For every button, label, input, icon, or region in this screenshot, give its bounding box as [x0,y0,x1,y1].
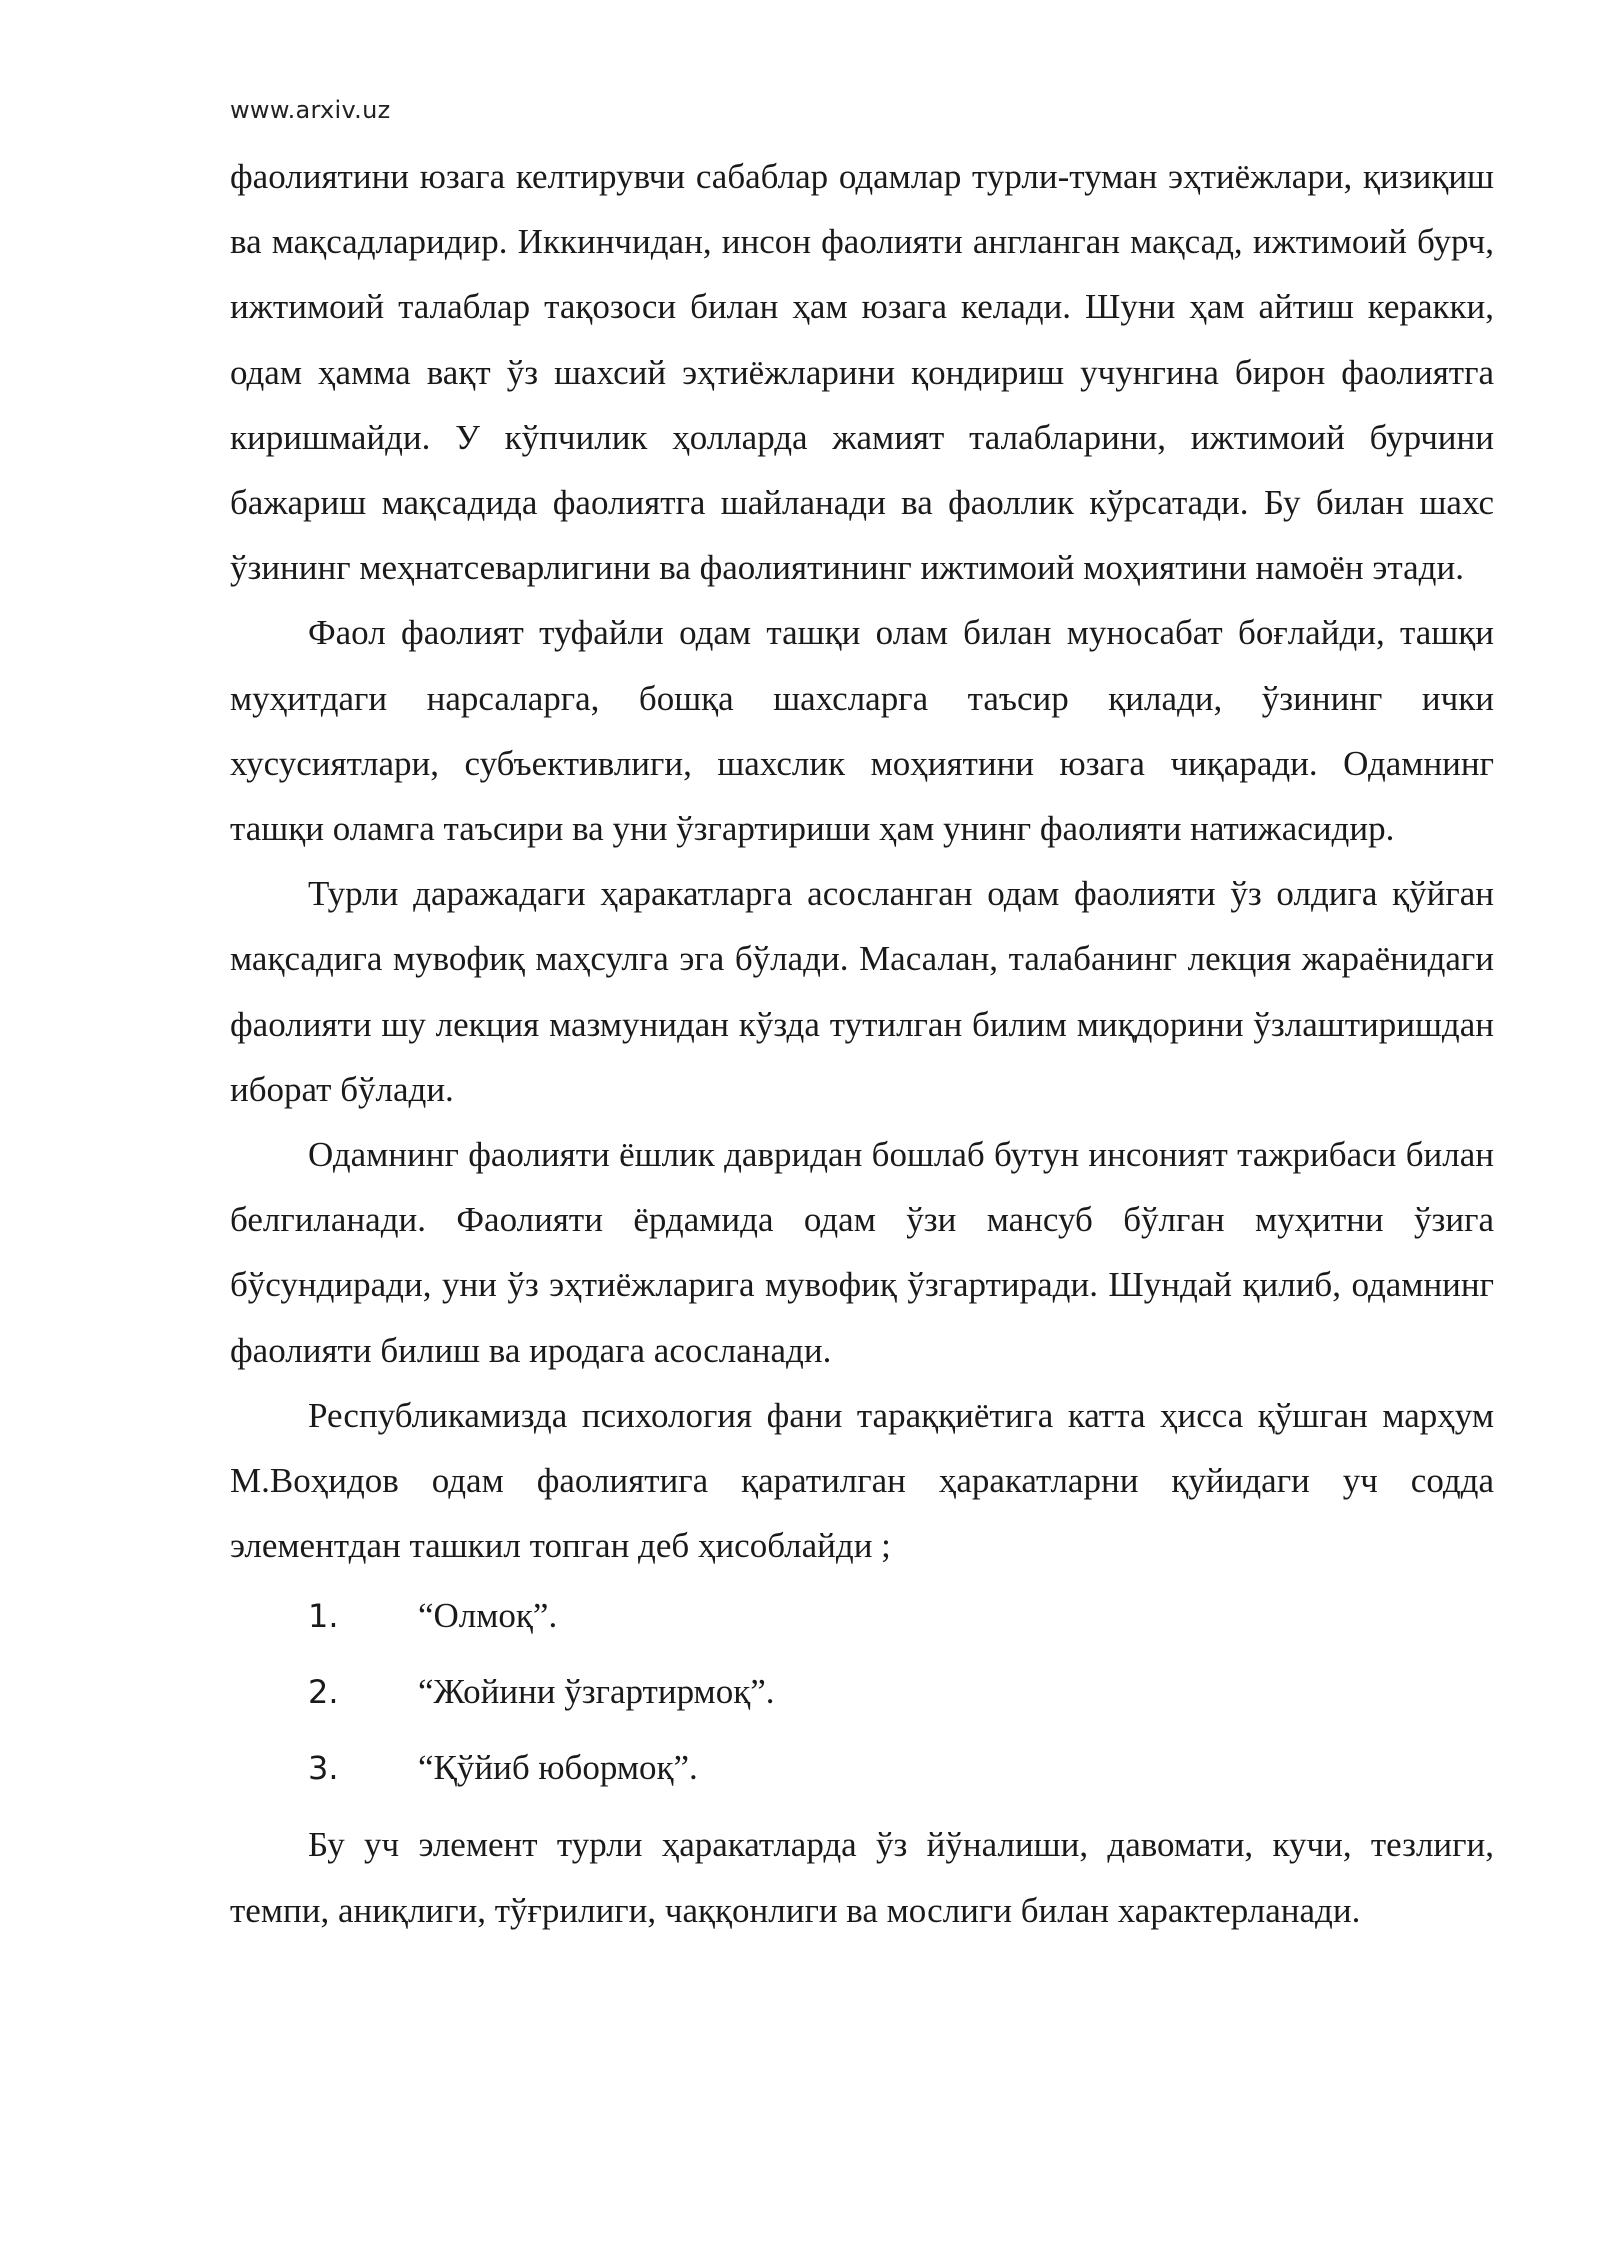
numbered-list [230,1578,1494,1806]
list-item-text: “Қўйиб юбормоқ”. [418,1748,698,1788]
paragraph: Фаол фаолият туфайли одам ташқи олам билан муносабат боғлайди, ташқи муҳитдаги нарсаларга, бошқа шахсларга таъсир қилади, ўзининг ички хусусиятлари, субъективлиги, шахслик моҳиятини юзага чиқаради. Одамнинг ташқи оламга таъсири ва уни ўзгартириши ҳам унинг фаолияти натижасидир. [230,613,1494,849]
list-item-number: 1. [308,1597,339,1636]
paragraph: Одамнинг фаолияти ёшлик давридан бошлаб бутун инсоният тажрибаси билан белгиланади. Фаолияти ёрдамида одам ўзи мансуб бўлган муҳитни ўзига бўсундиради, уни ўз эҳтиёжларига мувофиқ ўзгартиради. Шундай қилиб, одамнинг фаолияти билиш ва иродага асосланади. [230,1135,1494,1370]
document-body [230,144,1494,1943]
list-item-text: “Жойини ўзгартирмоқ”. [418,1672,775,1712]
page-header-url: www.arxiv.uz [230,96,391,124]
paragraph: Республикамизда психология фани тараққиётига катта ҳисса қўшган марҳум М.Воҳидов одам фаолиятига қаратилган ҳаракатларни қуйидаги уч содда элементдан ташкил топган деб ҳисоблайди ; [230,1395,1494,1566]
paragraph: Турли даражадаги ҳаракатларга асосланган одам фаолияти ўз олдига қўйган мақсадига мувофиқ маҳсулга эга бўлади. Масалан, талабанинг лекция жараёнидаги фаолияти шу лекция мазмунидан кўзда тутилган билим миқдорини ўзлаштиришдан иборат бўлади. [230,874,1494,1109]
list-item-number: 3. [308,1749,339,1788]
list-item [230,1578,1494,1654]
list-item-number: 2. [308,1673,339,1712]
list-item [230,1730,1494,1806]
list-item [230,1654,1494,1730]
paragraph: Бу уч элемент турли ҳаракатларда ўз йўналиши, давомати, кучи, тезлиги, темпи, аниқлиги, тўғрилиги, чаққонлиги ва мослиги билан характерланади. [230,1825,1494,1930]
paragraph: фаолиятини юзага келтирувчи сабаблар одамлар турли-туман эҳтиёжлари, қизиқиш ва мақсадларидир. Иккинчидан, инсон фаолияти англанган мақсад, ижтимоий бурч, ижтимоий талаблар тақозоси билан ҳам юзага келади. Шуни ҳам айтиш керакки, одам ҳамма вақт ўз шахсий эҳтиёжларини қондириш учунгина бирон фаолиятга киришмайди. У кўпчилик ҳолларда жамият талабларини, ижтимоий бурчини бажариш мақсадида фаолиятга шайланади ва фаоллик кўрсатади. Бу билан шахс ўзининг меҳнатсеварлигини ва фаолиятининг ижтимоий моҳиятини намоён этади. [230,157,1494,588]
list-item-text: “Олмоқ”. [418,1596,558,1636]
